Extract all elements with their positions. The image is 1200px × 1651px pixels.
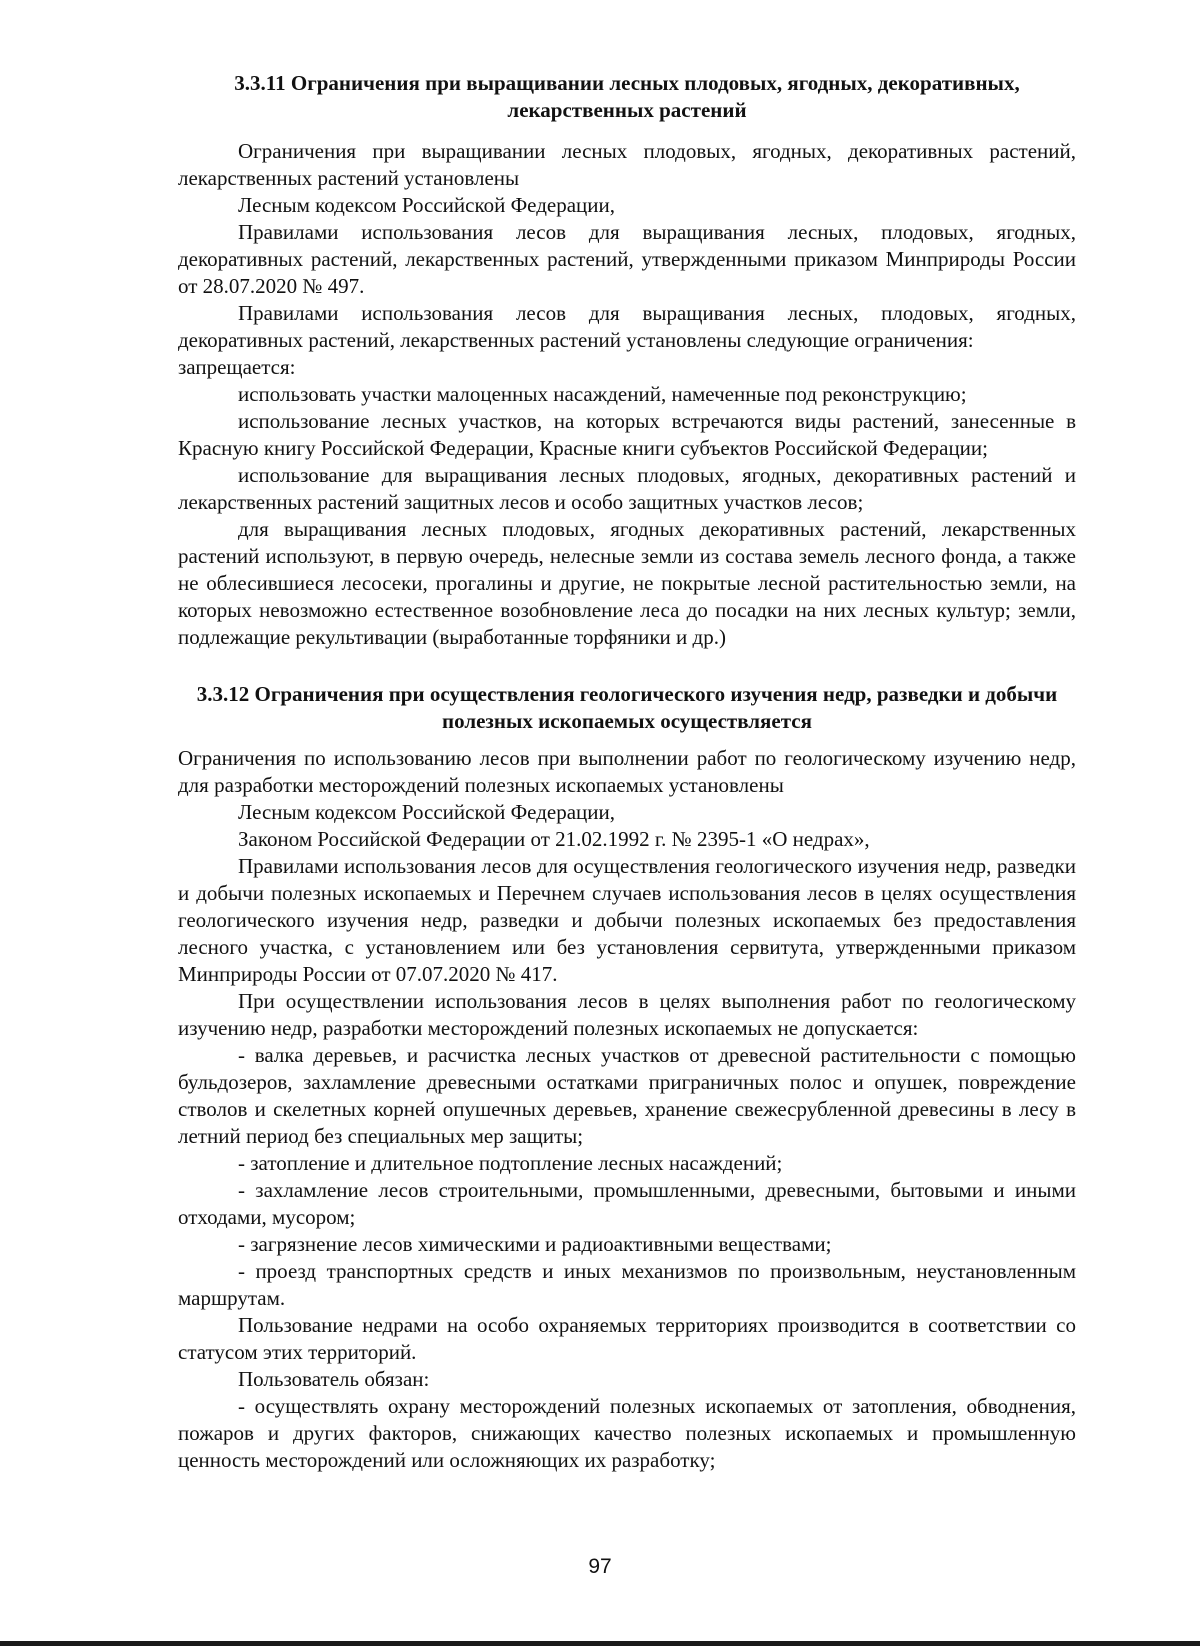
paragraph: Ограничения по использованию лесов при выполнении работ по геологическому изучению недр, для разработки месторождений полезных ископаемых установлены <box>178 746 1076 797</box>
page-content <box>178 70 1076 1474</box>
page-number: 97 <box>588 1555 612 1578</box>
section-heading-3-3-11: 3.3.11 Ограничения при выращивании лесных плодовых, ягодных, декоративных, лекарственных растений <box>234 71 1020 122</box>
section-heading-3-3-12: 3.3.12 Ограничения при осуществления геологического изучения недр, разведки и добычи полезных ископаемых осуществляется <box>196 682 1058 733</box>
paragraph: Ограничения при выращивании лесных плодовых, ягодных, декоративных растений, лекарственных растений установлены <box>178 139 1076 190</box>
list-item: использование для выращивания лесных плодовых, ягодных, декоративных растений и лекарственных растений защитных лесов и особо защитных участков лесов; <box>178 463 1076 514</box>
paragraph: Лесным кодексом Российской Федерации, <box>238 193 615 217</box>
paragraph: Правилами использования лесов для выращивания лесных, плодовых, ягодных, декоративных растений, лекарственных растений установлены следующие ограничения: <box>178 301 1076 352</box>
paragraph: Законом Российской Федерации от 21.02.1992 г. № 2395-1 «О недрах», <box>238 827 870 851</box>
paragraph: Пользование недрами на особо охраняемых территориях производится в соответствии со статусом этих территорий. <box>178 1313 1076 1364</box>
paragraph: Правилами использования лесов для осуществления геологического изучения недр, разведки и добычи полезных ископаемых и Перечнем случаев использования лесов в целях осуществления геологического изучения недр, разведки и добычи полезных ископаемых без предоставления лесного участка, с установлением или без установления сервитута, утвержденными приказом Минприроды России от 07.07.2020 № 417. <box>178 854 1076 986</box>
section-3-3-12-body <box>178 745 1076 1474</box>
list-item: использование лесных участков, на которых встречаются виды растений, занесенные в Красную книгу Российской Федерации, Красные книги субъектов Российской Федерации; <box>178 409 1076 460</box>
list-item: - захламление лесов строительными, промышленными, древесными, бытовыми и иными отходами, мусором; <box>178 1178 1076 1229</box>
paragraph: Пользователь обязан: <box>238 1367 430 1391</box>
list-item: для выращивания лесных плодовых, ягодных декоративных растений, лекарственных растений используют, в первую очередь, нелесные земли из состава земель лесного фонда, а также не облесившиеся лесосеки, прогалины и другие, не покрытые лесной растительностью земли, на которых невозможно естественное возобновление леса до посадки на них лесных культур; земли, подлежащие рекультивации (выработанные торфяники и др.) <box>178 517 1076 649</box>
paragraph: запрещается: <box>178 355 296 379</box>
list-item: - осуществлять охрану месторождений полезных ископаемых от затопления, обводнения, пожаров и других факторов, снижающих качество полезных ископаемых и промышленную ценность месторождений или осложняющих их разработку; <box>178 1394 1076 1472</box>
list-item: - проезд транспортных средств и иных механизмов по произвольным, неустановленным маршрутам. <box>178 1259 1076 1310</box>
list-item: - затопление и длительное подтопление лесных насаждений; <box>238 1151 783 1175</box>
paragraph: Лесным кодексом Российской Федерации, <box>238 800 615 824</box>
paragraph: Правилами использования лесов для выращивания лесных, плодовых, ягодных, декоративных растений, лекарственных растений, утвержденными приказом Минприроды России от 28.07.2020 № 497. <box>178 220 1076 298</box>
section-3-3-11-body <box>178 138 1076 651</box>
list-item: использовать участки малоценных насаждений, намеченные под реконструкцию; <box>238 382 967 406</box>
list-item: - загрязнение лесов химическими и радиоактивными веществами; <box>238 1232 832 1256</box>
bottom-scan-edge <box>0 1641 1200 1646</box>
list-item: - валка деревьев, и расчистка лесных участков от древесной растительности с помощью бульдозеров, захламление древесными остатками приграничных полос и опушек, повреждение стволов и скелетных корней опушечных деревьев, хранение свежесрубленной древесины в лесу в летний период без специальных мер защиты; <box>178 1043 1076 1148</box>
paragraph: При осуществлении использования лесов в целях выполнения работ по геологическому изучению недр, разработки месторождений полезных ископаемых не допускается: <box>178 989 1076 1040</box>
